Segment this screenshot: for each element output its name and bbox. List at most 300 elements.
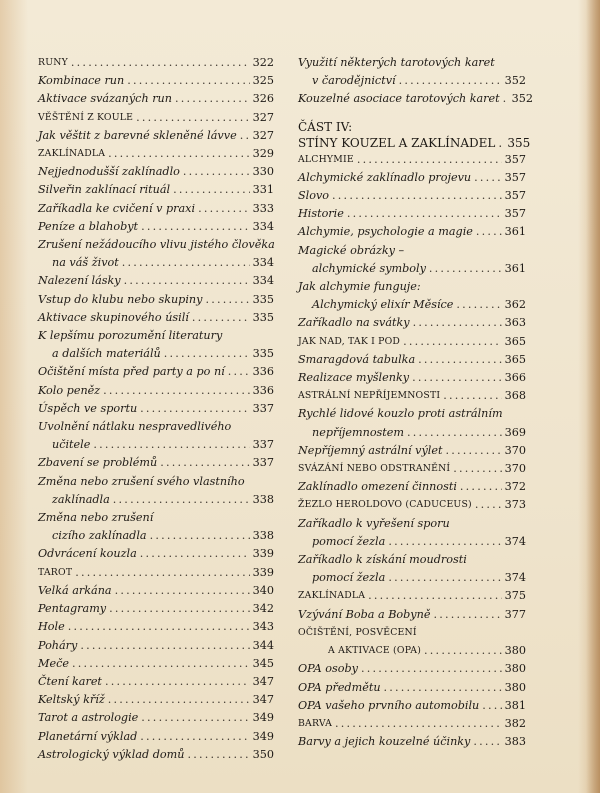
toc-entry <box>298 697 526 715</box>
toc-entry <box>38 509 274 545</box>
toc-entry-line <box>38 418 274 436</box>
leader-dots <box>173 181 250 199</box>
toc-entry <box>38 655 274 673</box>
toc-entry-page: 362 <box>504 298 526 312</box>
leader-dots <box>407 424 502 442</box>
toc-entry-page: 349 <box>252 711 274 725</box>
toc-entry-line <box>38 655 274 673</box>
toc-entry-line <box>298 333 526 351</box>
toc-entry <box>298 733 526 751</box>
leader-dots <box>109 600 250 618</box>
toc-entry <box>38 309 274 327</box>
toc-entry <box>298 587 526 605</box>
leader-dots <box>388 569 501 587</box>
toc-entry <box>38 691 274 709</box>
toc-entry-line <box>38 509 274 527</box>
toc-entry-title: Smaragdová tabulka <box>298 352 416 366</box>
toc-entry-continuation <box>38 436 274 454</box>
leader-dots <box>475 496 502 514</box>
toc-entry-title: Jak věštit z barevné skleněné lávve <box>38 128 237 142</box>
toc-entry-page: 380 <box>504 644 526 658</box>
toc-entry-line <box>298 624 526 642</box>
toc-entry-line <box>38 145 274 163</box>
toc-entry-line <box>38 109 274 127</box>
leader-dots <box>105 673 250 691</box>
leader-dots <box>473 733 501 751</box>
leader-dots <box>150 527 250 545</box>
toc-entry-title: K lepšímu porozumění literatury <box>38 329 223 343</box>
toc-entry-title: Zaříkadlo k vyřešení sporu <box>298 516 450 530</box>
leader-dots <box>68 618 250 636</box>
toc-entry-page: 338 <box>252 529 274 543</box>
toc-entry <box>298 169 526 187</box>
toc-entry-title: Jak alchymie funguje: <box>298 280 421 294</box>
leader-dots <box>474 169 502 187</box>
toc-entry-title: Zaříkadlo k získání moudrosti <box>298 553 467 567</box>
toc-entry-title: Realizace myšlenky <box>298 371 410 385</box>
toc-entry <box>298 460 526 478</box>
toc-entry-page: 322 <box>252 56 274 69</box>
toc-entry <box>298 351 526 369</box>
leader-dots <box>108 691 250 709</box>
toc-entry-line <box>38 728 274 746</box>
toc-entry <box>298 187 526 205</box>
toc-entry-line <box>38 90 274 108</box>
toc-entry-page: 338 <box>252 492 274 506</box>
leader-dots <box>228 363 250 381</box>
toc-entry-title: Hole <box>38 620 65 634</box>
toc-entry-page: 345 <box>252 656 274 670</box>
toc-entry <box>38 709 274 727</box>
toc-entry-line <box>298 187 526 205</box>
toc-entry-title: Historie <box>298 207 344 221</box>
toc-entry-line <box>38 363 274 381</box>
toc-entry-page: 337 <box>252 401 274 415</box>
toc-entry-page: 331 <box>252 183 274 197</box>
leader-dots <box>445 442 501 460</box>
leader-dots <box>93 436 249 454</box>
toc-entry-title: ŽEZLO HEROLDOVO (CADUCEUS) <box>298 499 472 511</box>
toc-entry-page: 361 <box>504 225 526 239</box>
toc-entry <box>38 218 274 236</box>
toc-entry-title: OČIŠTĚNÍ, POSVĚCENÍ <box>298 626 417 638</box>
leader-dots <box>412 369 502 387</box>
toc-entry-line <box>38 236 274 254</box>
toc-entry <box>38 163 274 181</box>
toc-entry-title: Planetární výklad <box>38 729 138 743</box>
toc-entry-line <box>298 54 526 72</box>
toc-entry-line <box>298 405 526 423</box>
toc-entry-page: 374 <box>504 571 526 585</box>
toc-entry-page: 336 <box>252 383 274 397</box>
leader-dots <box>403 333 502 351</box>
toc-entry-line <box>298 278 526 296</box>
toc-entry-title: Kolo peněz <box>38 383 101 397</box>
leader-dots <box>127 72 249 90</box>
leader-dots <box>399 72 502 90</box>
toc-entry-title: Úspěch ve sportu <box>38 401 138 415</box>
toc-entry <box>298 387 526 405</box>
toc-entry <box>38 673 274 691</box>
leader-dots <box>443 387 501 405</box>
toc-entry-title: JAK NAD, TAK I POD <box>298 335 401 347</box>
toc-entry-line <box>38 582 274 600</box>
toc-entry <box>38 181 274 199</box>
toc-entry-page: 334 <box>252 219 274 233</box>
toc-entry-page: 340 <box>252 583 274 597</box>
toc-entry-title: Pentagramy <box>38 602 107 616</box>
toc-entry <box>298 478 526 496</box>
toc-entry-page: 335 <box>252 347 274 361</box>
toc-entry-page: 337 <box>252 456 274 470</box>
toc-entry-line <box>38 218 274 236</box>
toc-entry-line <box>298 314 526 332</box>
toc-entry-line <box>38 673 274 691</box>
toc-entry-continuation <box>38 491 274 509</box>
toc-entry-line <box>298 242 526 260</box>
toc-right-column <box>298 54 533 751</box>
toc-entry-title: Meče <box>38 656 69 670</box>
leader-dots <box>361 660 502 678</box>
leader-dots <box>433 606 501 624</box>
toc-entry-continuation <box>38 254 274 272</box>
toc-entry-line <box>298 660 526 678</box>
leader-dots <box>384 679 502 697</box>
toc-entry <box>38 145 274 163</box>
toc-entry-page: 372 <box>504 480 526 494</box>
toc-entry-title-cont: zaklínadla <box>52 492 110 506</box>
leader-dots <box>368 587 501 605</box>
toc-entry-line <box>298 460 526 478</box>
leader-dots <box>429 260 502 278</box>
toc-entry <box>298 314 526 332</box>
toc-entry-line <box>38 545 274 563</box>
toc-entry <box>38 127 274 145</box>
leader-dots <box>347 205 502 223</box>
toc-entry-title: Zaříkadlo na svátky <box>298 316 410 330</box>
toc-entry-page: 352 <box>511 92 533 106</box>
leader-dots <box>453 460 501 478</box>
toc-entry <box>298 515 526 551</box>
toc-entry-line <box>38 54 274 72</box>
toc-entry-title: Rychlé lidové kouzlo proti astrálním <box>298 407 503 421</box>
toc-entry <box>298 278 526 314</box>
toc-entry-page: 327 <box>252 110 274 124</box>
toc-entry <box>38 746 274 764</box>
leader-dots <box>140 400 249 418</box>
toc-entry <box>38 90 274 108</box>
toc-entry <box>38 473 274 509</box>
leader-dots <box>460 478 502 496</box>
toc-entry-title: Barvy a jejich kouzelné účinky <box>298 735 471 749</box>
leader-dots <box>122 254 250 272</box>
toc-right-entries <box>298 151 526 752</box>
toc-entry-page: 366 <box>504 371 526 385</box>
leader-dots <box>72 655 250 673</box>
leader-dots <box>115 582 250 600</box>
toc-entry-line <box>38 709 274 727</box>
toc-entry-continuation <box>298 424 526 442</box>
part-label: ČÁST IV: <box>298 119 353 134</box>
toc-entry-title: Nalezení lásky <box>38 274 121 288</box>
toc-entry-title: Vzývání Boba a Bobyně <box>298 607 431 621</box>
toc-entry-title: Zaříkadla ke cvičení v praxi <box>38 201 196 215</box>
toc-entry-title: Poháry <box>38 638 78 652</box>
toc-entry-title-cont: A AKTIVACE (OPA) <box>328 645 422 657</box>
toc-entry-line <box>38 200 274 218</box>
toc-entry <box>298 551 526 587</box>
toc-entry <box>298 333 526 351</box>
leader-dots <box>357 151 502 169</box>
toc-entry-title-cont: Alchymický elixír Měsíce <box>312 298 454 312</box>
leader-dots <box>140 545 250 563</box>
toc-entry-title: ZAKLÍNADLA <box>38 148 106 160</box>
toc-entry-title-cont: pomocí žezla <box>312 571 386 585</box>
toc-entry-title: ASTRÁLNÍ NEPŘÍJEMNOSTI <box>298 390 441 402</box>
leader-dots <box>75 564 249 582</box>
toc-entry-title: ZAKLÍNADLA <box>298 590 366 602</box>
toc-entry-title: Nejjednodušší zaklínadlo <box>38 165 180 179</box>
toc-entry <box>38 618 274 636</box>
toc-entry-title: Aktivace skupinového úsilí <box>38 310 189 324</box>
toc-entry-page: 337 <box>252 438 274 452</box>
toc-entry-title: Astrologický výklad domů <box>38 747 185 761</box>
toc-entry-page: 363 <box>504 316 526 330</box>
leader-dots <box>335 715 502 733</box>
toc-entry-page: 377 <box>504 607 526 621</box>
toc-entry-line <box>38 746 274 764</box>
toc-entry-line <box>298 442 526 460</box>
toc-entry-line <box>38 637 274 655</box>
toc-entry <box>298 242 526 278</box>
toc-entry-line <box>38 291 274 309</box>
toc-entry-line <box>38 564 274 582</box>
toc-entry-title: Změna nebo zrušení <box>38 511 154 525</box>
toc-entry <box>38 400 274 418</box>
toc-entry-title-cont: alchymické symboly <box>312 261 426 275</box>
toc-entry-page: 357 <box>504 152 526 166</box>
leader-dots <box>456 296 501 314</box>
toc-entry-title: OPA předmětu <box>298 680 381 694</box>
toc-entry-line <box>38 691 274 709</box>
toc-entry-line <box>298 551 526 569</box>
leader-dots <box>418 351 502 369</box>
toc-entry-page: 339 <box>252 565 274 579</box>
toc-entry-title: Magické obrázky – <box>298 243 405 257</box>
toc-entry-page: 334 <box>252 256 274 270</box>
toc-entry <box>38 454 274 472</box>
toc-entry-page: 326 <box>252 92 274 106</box>
toc-entry-line <box>298 223 526 241</box>
toc-entry-title: Kouzelné asociace tarotových karet <box>298 92 500 106</box>
toc-entry <box>38 582 274 600</box>
toc-entry-page: 329 <box>252 147 274 161</box>
toc-entry-page: 369 <box>504 425 526 439</box>
toc-right-top <box>298 54 533 109</box>
toc-entry <box>298 442 526 460</box>
toc-entry-line <box>298 679 526 697</box>
toc-entry <box>38 418 274 454</box>
leader-dots <box>164 345 250 363</box>
toc-entry <box>298 624 526 660</box>
toc-entry-page: 373 <box>504 498 526 512</box>
toc-entry-title: Zrušení nežádoucího vlivu jistého člověka <box>38 238 275 252</box>
toc-entry-title-cont: pomocí žezla <box>312 534 386 548</box>
toc-entry-line <box>298 351 526 369</box>
toc-entry-page: 347 <box>252 674 274 688</box>
toc-entry-line <box>298 151 526 169</box>
toc-entry <box>298 90 533 108</box>
leader-dots <box>503 90 509 108</box>
page-edge-shadow <box>586 0 600 793</box>
toc-entry-page: 357 <box>504 170 526 184</box>
toc-entry-line <box>298 496 526 514</box>
toc-entry-title: Slovo <box>298 189 330 203</box>
toc-entry-line <box>298 515 526 533</box>
toc-entry-page: 327 <box>252 128 274 142</box>
toc-entry-page: 347 <box>252 693 274 707</box>
toc-entry <box>298 369 526 387</box>
toc-entry <box>38 564 274 582</box>
toc-entry-line <box>38 618 274 636</box>
toc-entry-line <box>298 369 526 387</box>
toc-entry-page: 349 <box>252 729 274 743</box>
toc-entry-continuation <box>38 345 274 363</box>
toc-entry-title: Změna nebo zrušení svého vlastního <box>38 474 245 488</box>
toc-entry <box>38 236 274 272</box>
toc-entry-line <box>298 478 526 496</box>
toc-entry-line <box>38 72 274 90</box>
leader-dots <box>332 187 502 205</box>
toc-entry-page: 368 <box>504 389 526 403</box>
toc-entry-title: Peníze a blahobyt <box>38 219 139 233</box>
toc-entry-page: 325 <box>252 74 274 88</box>
toc-entry-page: 339 <box>252 547 274 561</box>
toc-entry-page: 330 <box>252 165 274 179</box>
toc-entry-page: 357 <box>504 189 526 203</box>
toc-entry <box>298 606 526 624</box>
toc-entry <box>38 545 274 563</box>
toc-entry-continuation <box>38 527 274 545</box>
toc-entry-line <box>298 587 526 605</box>
toc-entry-title: Očištění místa před party a po ní <box>38 365 225 379</box>
toc-entry-title: Aktivace svázaných run <box>38 92 172 106</box>
toc-entry-continuation <box>298 72 526 90</box>
toc-entry-title-cont: cizího zaklínadla <box>52 529 147 543</box>
toc-entry-title: Alchymické zaklínadlo projevu <box>298 170 472 184</box>
leader-dots <box>183 163 250 181</box>
toc-entry-continuation <box>298 260 526 278</box>
toc-entry-title-cont: učitele <box>52 438 91 452</box>
toc-entry-title-cont: nepříjemnostem <box>312 425 405 439</box>
toc-entry-page: 370 <box>504 443 526 457</box>
toc-entry-line <box>38 473 274 491</box>
toc-entry-page: 334 <box>252 274 274 288</box>
toc-left-column <box>38 54 274 764</box>
toc-entry <box>298 205 526 223</box>
toc-entry <box>38 600 274 618</box>
toc-entry-page: 365 <box>504 352 526 366</box>
toc-entry <box>38 382 274 400</box>
toc-entry-title: Uvolnění nátlaku nespravedlivého <box>38 420 232 434</box>
toc-entry-line <box>38 163 274 181</box>
leader-dots <box>498 135 504 151</box>
toc-entry-title: OPA vašeho prvního automobilu <box>298 698 480 712</box>
toc-entry <box>38 363 274 381</box>
toc-entry-page: 375 <box>504 589 526 603</box>
toc-entry-title: Keltský kříž <box>38 693 105 707</box>
leader-dots <box>240 127 250 145</box>
toc-entry-page: 365 <box>504 334 526 348</box>
leader-dots <box>205 291 249 309</box>
toc-entry-title: Odvrácení kouzla <box>38 547 137 561</box>
toc-entry-page: 361 <box>504 261 526 275</box>
leader-dots <box>136 109 249 127</box>
leader-dots <box>482 697 501 715</box>
leader-dots <box>160 454 249 472</box>
toc-entry-page: 342 <box>252 602 274 616</box>
toc-entry-title: SVÁZÁNÍ NEBO ODSTRANĚNÍ <box>298 463 451 475</box>
leader-dots <box>71 54 250 72</box>
toc-entry-page: 344 <box>252 638 274 652</box>
leader-dots <box>198 200 250 218</box>
toc-entry-page: 374 <box>504 534 526 548</box>
toc-entry-title: Alchymie, psychologie a magie <box>298 225 473 239</box>
part-heading <box>298 135 531 151</box>
toc-entry-page: 335 <box>252 310 274 324</box>
toc-entry-page: 380 <box>504 680 526 694</box>
toc-entry <box>298 660 526 678</box>
toc-entry-line <box>38 309 274 327</box>
leader-dots <box>413 314 502 332</box>
toc-entry-page: 382 <box>504 716 526 730</box>
toc-entry-title-cont: v čarodějnictví <box>312 74 396 88</box>
toc-entry-line <box>38 400 274 418</box>
toc-entry <box>38 54 274 72</box>
toc-entry-title: RUNY <box>38 57 68 68</box>
toc-entry-title: Tarot a astrologie <box>38 711 139 725</box>
toc-entry-title: Vstup do klubu nebo skupiny <box>38 292 203 306</box>
leader-dots <box>192 309 250 327</box>
leader-dots <box>140 728 249 746</box>
toc-entry-title: OPA osoby <box>298 662 359 676</box>
leader-dots <box>113 491 250 509</box>
toc-entry <box>298 405 526 441</box>
toc-entry-line <box>298 90 533 108</box>
toc-entry-page: 333 <box>252 201 274 215</box>
toc-entry-title: VĚŠTĚNÍ Z KOULE <box>38 111 134 123</box>
leader-dots <box>476 223 502 241</box>
toc-entry-page: 335 <box>252 292 274 306</box>
toc-entry-page: 380 <box>504 662 526 676</box>
toc-entry <box>38 637 274 655</box>
toc-entry-line <box>298 169 526 187</box>
toc-entry <box>38 728 274 746</box>
leader-dots <box>175 90 250 108</box>
toc-entry-page: 352 <box>504 74 526 88</box>
toc-entry <box>298 223 526 241</box>
toc-entry-title: Zaklínadlo omezení činnosti <box>298 480 457 494</box>
leader-dots <box>141 709 249 727</box>
toc-entry-line <box>38 272 274 290</box>
toc-entry-line <box>38 327 274 345</box>
toc-entry-line <box>298 387 526 405</box>
toc-entry-line <box>298 697 526 715</box>
toc-entry-page: 350 <box>252 747 274 761</box>
toc-entry <box>298 496 526 514</box>
toc-entry <box>298 54 526 90</box>
toc-entry <box>38 109 274 127</box>
